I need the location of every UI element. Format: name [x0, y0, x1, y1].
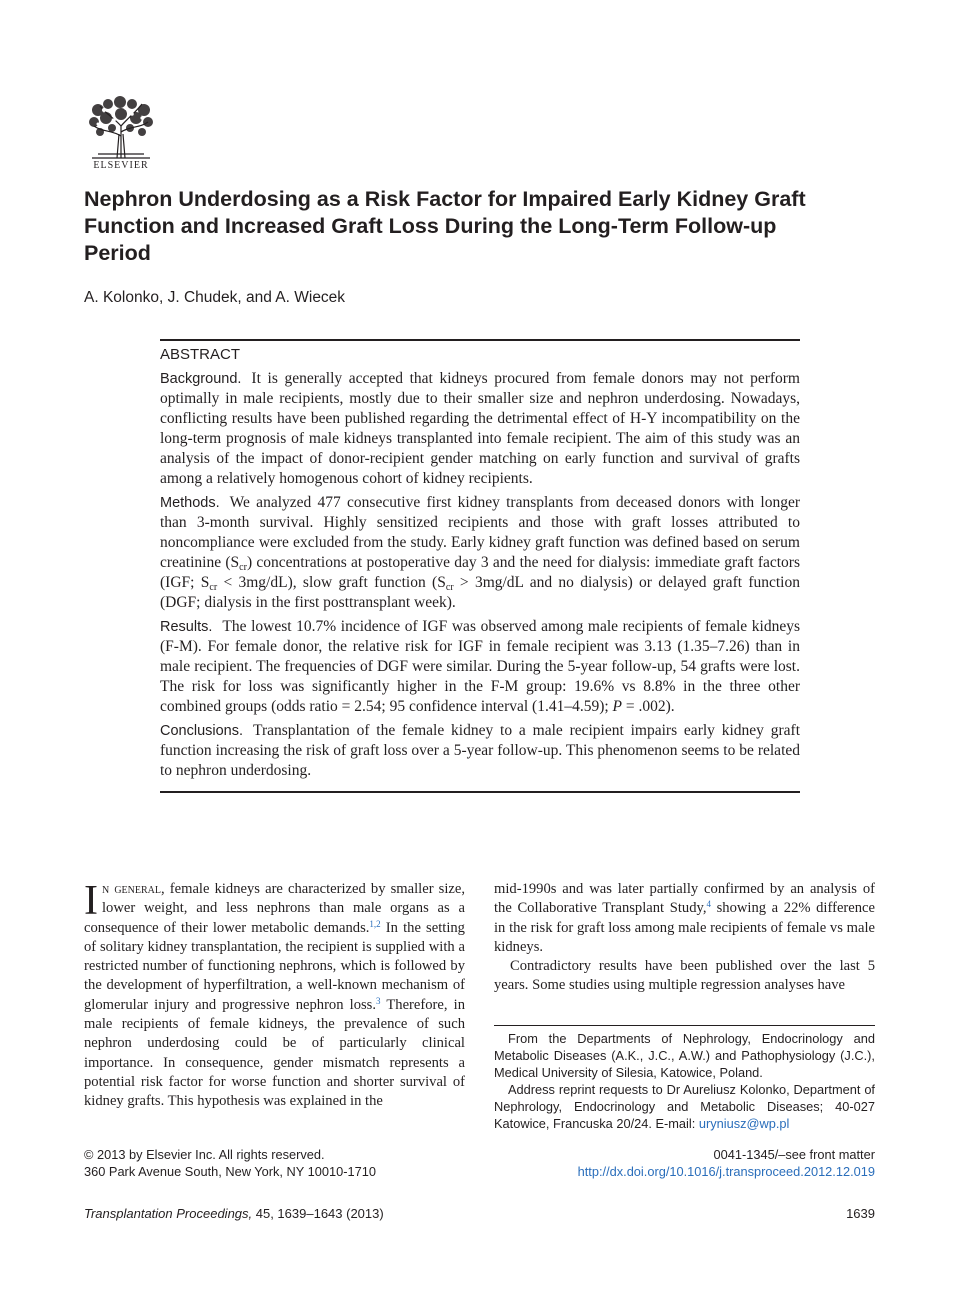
methods-text-2: ) concentrations at postoperative day 3 and the need for dialysis: immediate graft factors (IGF; S	[160, 554, 800, 591]
intro-small-caps: n general	[102, 881, 161, 897]
methods-text-1: We analyzed 477 consecutive first kidney transplants from deceased donors with longer than 3-month survival. Highly sensitized recipients and those with graft losses attributed to noncompliance were excluded from the study. Early kidney graft function was defined based on serum creatinine (S	[160, 494, 800, 571]
abstract-conclusions	[160, 721, 800, 781]
second-paragraph: Contradictory results have been published over the last 5 years. Some studies using multiple regression analyses have	[494, 958, 875, 994]
correspondence-note	[494, 1081, 875, 1132]
copyright-block	[84, 1146, 376, 1180]
body-column-left	[84, 880, 465, 1112]
abstract-box	[160, 339, 800, 793]
results-label: Results.	[160, 619, 213, 635]
abstract-heading: ABSTRACT	[160, 346, 241, 363]
intro-text-a: , female kidneys are characterized by smaller size, lower weight, and less nephrons than male organs as a consequence of their lower metabolic demands.	[84, 881, 466, 936]
page-number: 1639	[846, 1206, 875, 1221]
intro-continuation	[494, 880, 875, 957]
methods-label: Methods.	[160, 495, 220, 511]
correspondence-text: Address reprint requests to Dr Aureliusz Kolonko, Department of Nephrology, Endocrinology and Metabolic Diseases; 40-027 Katowice, Francuska 20/24. E-mail:	[494, 1082, 875, 1131]
drop-cap: I	[84, 878, 98, 924]
author-list: A. Kolonko, J. Chudek, and A. Wiecek	[84, 289, 346, 306]
continuation-text-a: mid-1990s and was later partially confirmed by an analysis of the Collaborative Transplant Study,	[494, 881, 875, 917]
doi-link[interactable]: http://dx.doi.org/10.1016/j.transproceed.2012.12.019	[577, 1164, 875, 1179]
elsevier-wordmark: ELSEVIER	[93, 160, 149, 171]
methods-text-3: < 3mg/dL), slow graft function (S	[217, 574, 446, 591]
background-text: It is generally accepted that kidneys procured from female donors may not perform optimally in male recipients, mostly due to their smaller size and nephron underdosing. Nowadays, conflicting results have been published regarding the detrimental effect of H-Y incompatibility on the long-term prognosis of male kidneys transplanted into female recipient. The aim of this study was an analysis of the impact of donor-recipient gender matching on early function and survival of grafts among a relatively homogenous cohort of kidney recipients.	[160, 370, 800, 487]
journal-name: Transplantation Proceedings,	[84, 1206, 253, 1221]
continuation-text-b: showing a 22% difference in the risk for graft loss among male recipients of female vs male kidneys.	[494, 900, 876, 955]
abstract-results	[160, 617, 800, 717]
journal-volume: 45, 1639–1643 (2013)	[252, 1206, 384, 1221]
intro-text-c: Therefore, in male recipients of female kidneys, the prevalence of such nephron underdosing could be of particularly clinical importance. In consequence, gender mismatch represents a potential risk factor for worse function and shorter survival of kidney grafts. This hypothesis was explained in the	[84, 996, 465, 1110]
abstract-methods	[160, 493, 800, 613]
citation-link-4[interactable]: 4	[706, 899, 711, 910]
background-label: Background.	[160, 371, 242, 387]
citation-link-1-2[interactable]: 1,2	[369, 918, 381, 929]
email-link[interactable]: uryniusz@wp.pl	[698, 1116, 790, 1131]
methods-subscript-1: cr	[239, 562, 247, 573]
conclusions-label: Conclusions.	[160, 723, 244, 739]
body-column-right	[494, 880, 875, 996]
journal-citation	[84, 1206, 384, 1221]
issn-line: 0041-1345/–see front matter	[713, 1147, 875, 1162]
methods-subscript-3: cr	[445, 582, 454, 593]
methods-text-4: > 3mg/dL and no dialysis) or delayed graft function (DGF; dialysis in the first posttransplant week).	[160, 574, 800, 611]
conclusions-text: Transplantation of the female kidney to a male recipient impairs early kidney graft function increasing the risk of graft loss over a 5-year follow-up. This phenomenon seems to be related to nephron underdosing.	[160, 722, 800, 779]
results-p-symbol: P	[612, 698, 623, 715]
results-text-2: = .002).	[622, 698, 675, 715]
abstract-background	[160, 369, 800, 489]
intro-text-b: In the setting of solitary kidney transplantation, the recipient is supplied with a restricted number of functioning nephrons, which is followed by the development of hyperfiltration, a well-known mechanism of glomerular injury and progressive nephron loss.	[84, 919, 465, 1013]
article-title: Nephron Underdosing as a Risk Factor for Impaired Early Kidney Graft Function and Increased Graft Loss During the Long-Term Follow-up Period	[84, 187, 806, 265]
publisher-address: 360 Park Avenue South, New York, NY 10010-1710	[84, 1164, 376, 1179]
issn-block	[578, 1146, 875, 1180]
copyright-line: © 2013 by Elsevier Inc. All rights reserved.	[84, 1147, 325, 1162]
methods-subscript-2: cr	[209, 582, 218, 593]
citation-link-3[interactable]: 3	[376, 995, 381, 1006]
intro-paragraph	[84, 880, 465, 1112]
footnotes	[494, 1025, 875, 1132]
results-text-1: The lowest 10.7% incidence of IGF was observed among male recipients of female kidneys (F-M). For female donor, the relative risk for IGF in female recipient was 3.13 (1.35–7.26) than in male recipient. The frequencies of DGF were similar. During the 5-year follow-up, 54 grafts were lost. The risk for loss was significantly higher in the F-M group: 19.6% vs 8.8% in the three other combined groups (odds ratio = 2.54; 95 confidence interval (1.41–4.59);	[160, 618, 800, 715]
affiliation-note: From the Departments of Nephrology, Endocrinology and Metabolic Diseases (A.K., J.C., A.W.) and Pathophysiology (J.C.), Medical University of Silesia, Katowice, Poland.	[494, 1031, 875, 1080]
